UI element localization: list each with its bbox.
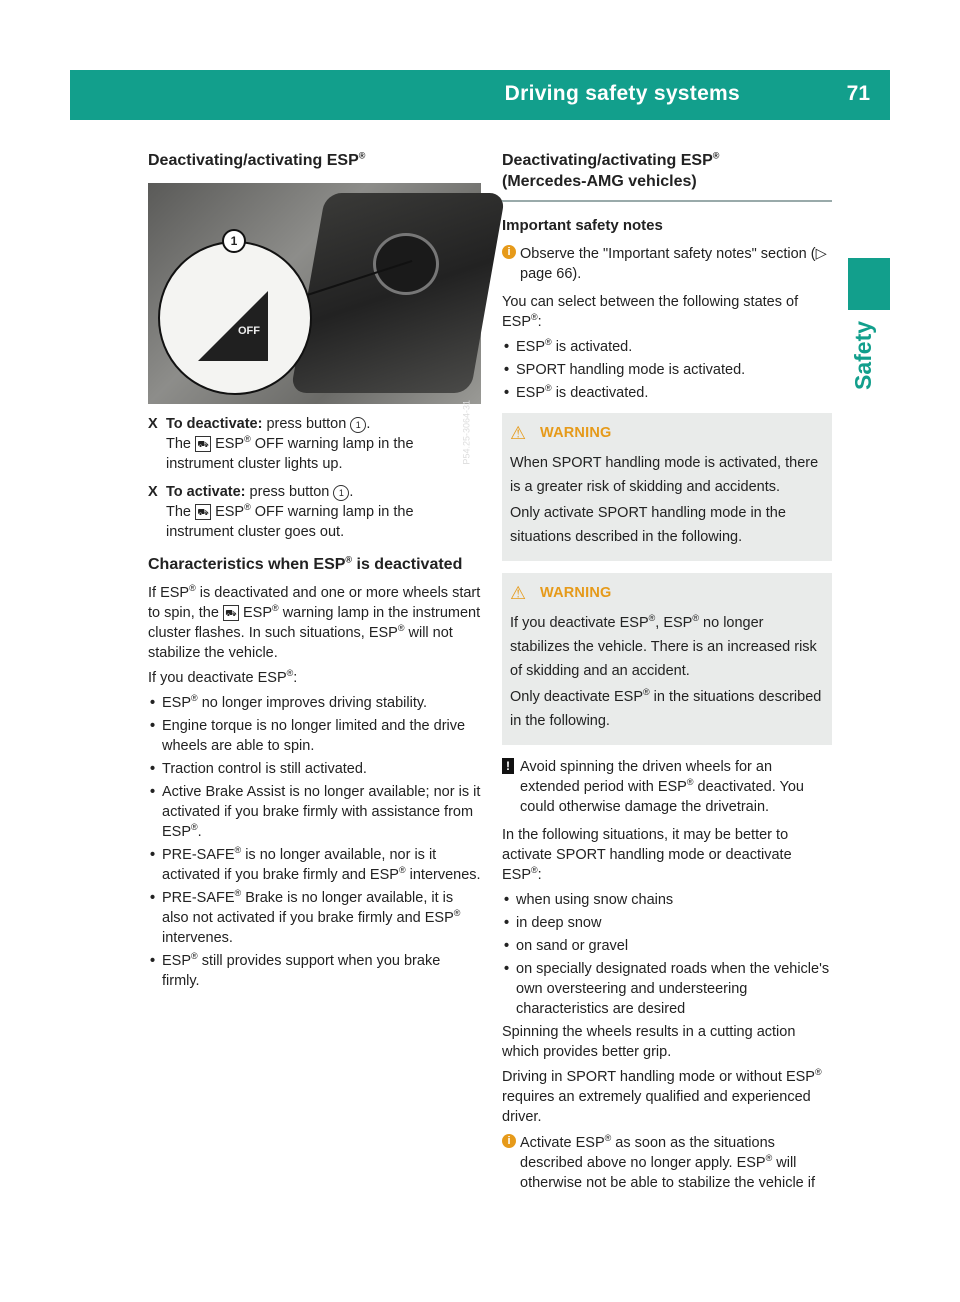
list-item: • ESP® is activated. — [502, 337, 832, 357]
caution-icon: ! — [502, 758, 514, 774]
header-title: Driving safety systems — [504, 82, 740, 105]
page-ref-icon: ▷ — [815, 246, 827, 262]
list-item: • Active Brake Assist is no longer available; nor is it activated if you brake firmly with assistance from ESP®. — [148, 782, 481, 842]
characteristics-para: If ESP® is deactivated and one or more wheels start to spin, the ⛟ ESP® warning lamp in the instrument cluster flashes. In such situations, ESP® will not stabilize the vehicle. — [148, 583, 481, 661]
situations-intro: In the following situations, it may be better to activate SPORT handling mode or deactivate ESP®: — [502, 827, 792, 883]
right-heading: Deactivating/activating ESP® (Mercedes-AMG vehicles) — [502, 150, 832, 202]
list-item: • ESP® still provides support when you brake firmly. — [148, 951, 481, 991]
button-ref-icon: 1 — [350, 417, 366, 433]
states-intro: You can select between the following states of ESP®: — [502, 294, 799, 330]
list-item: • ESP® is deactivated. — [502, 383, 832, 403]
callout-1: 1 — [222, 229, 246, 253]
list-item: • SPORT handling mode is activated. — [502, 360, 832, 380]
page-number: 71 — [846, 82, 870, 105]
warning-icon: ⚠ — [510, 583, 527, 603]
characteristics-heading: Characteristics when ESP® is deactivated — [148, 554, 463, 573]
step-arrow-icon: X — [148, 484, 158, 500]
info-icon: i — [502, 1134, 516, 1148]
side-tab-marker — [848, 258, 890, 310]
list-item: • Engine torque is no longer limited and the drive wheels are able to spin. — [148, 716, 481, 756]
side-tab-label: Safety — [850, 320, 876, 390]
page-header — [70, 70, 890, 120]
right-column — [502, 150, 832, 1201]
sport-driver-para: Driving in SPORT handling mode or without ESP® requires an extremely qualified and experienced driver. — [502, 1067, 822, 1125]
warning-box-sport: ⚠ WARNING When SPORT handling mode is activated, there is a greater risk of skidding and accidents. Only activate SPORT handling mode in the situations described in the following. — [502, 413, 832, 561]
safety-notes-heading: Important safety notes — [502, 217, 663, 234]
list-item: • in deep snow — [502, 913, 832, 933]
zoom-circle — [158, 241, 312, 395]
esp-off-lamp-icon: ⛟ — [195, 436, 211, 452]
esp-off-lamp-icon: ⛟ — [195, 504, 211, 520]
list-item: • ESP® no longer improves driving stability. — [148, 693, 481, 713]
controller-knob — [373, 233, 439, 295]
warning-icon: ⚠ — [510, 423, 527, 443]
header-separator — [897, 70, 900, 120]
grip-para: Spinning the wheels results in a cutting action which provides better grip. — [502, 1024, 796, 1060]
esp-warning-lamp-icon: ⛟ — [223, 605, 239, 621]
list-item: • on specially designated roads when the vehicle's own oversteering and understeering characteristics are desired — [502, 959, 832, 1019]
list-item: • PRE-SAFE® Brake is no longer available, it is also not activated if you brake firmly and ESP® intervenes. — [148, 888, 481, 948]
step-deactivate: X To deactivate: press button 1 . The ⛟ ESP® OFF warning lamp in the instrument cluster lights up. — [148, 416, 414, 472]
step-activate: X To activate: press button 1 . The ⛟ ESP® OFF warning lamp in the instrument cluster goes out. — [148, 484, 414, 540]
image-ref: P54.25-3064-31 — [462, 400, 472, 465]
list-item: • when using snow chains — [502, 890, 832, 910]
list-item: • on sand or gravel — [502, 936, 832, 956]
info-note-activate: i Activate ESP® as soon as the situations described above no longer apply. ESP® will otherwise not be able to stabilize the vehicle if — [502, 1133, 832, 1193]
info-icon: i — [502, 245, 516, 259]
left-column — [148, 150, 481, 994]
list-item: • PRE-SAFE® is no longer available, nor is it activated if you brake firmly and ESP® intervenes. — [148, 845, 481, 885]
esp-off-icon: OFF — [238, 325, 260, 337]
step-arrow-icon: X — [148, 416, 158, 432]
warning-title: WARNING — [540, 585, 612, 601]
list-item: • Traction control is still activated. — [148, 759, 481, 779]
deactivate-intro: If you deactivate ESP®: — [148, 668, 298, 686]
caution-note: ! Avoid spinning the driven wheels for an extended period with ESP® deactivated. You could otherwise damage the drivetrain. — [502, 757, 832, 817]
button-ref-icon: 1 — [333, 485, 349, 501]
warning-box-esp: ⚠ WARNING If you deactivate ESP®, ESP® no longer stabilizes the vehicle. There is an increased risk of skidding and an accident. Only deactivate ESP® in the situations described in the following. — [502, 573, 832, 745]
warning-title: WARNING — [540, 425, 612, 441]
info-note: i Observe the "Important safety notes" section (▷ page 66). — [502, 244, 832, 284]
left-heading: Deactivating/activating ESP® — [148, 150, 366, 169]
